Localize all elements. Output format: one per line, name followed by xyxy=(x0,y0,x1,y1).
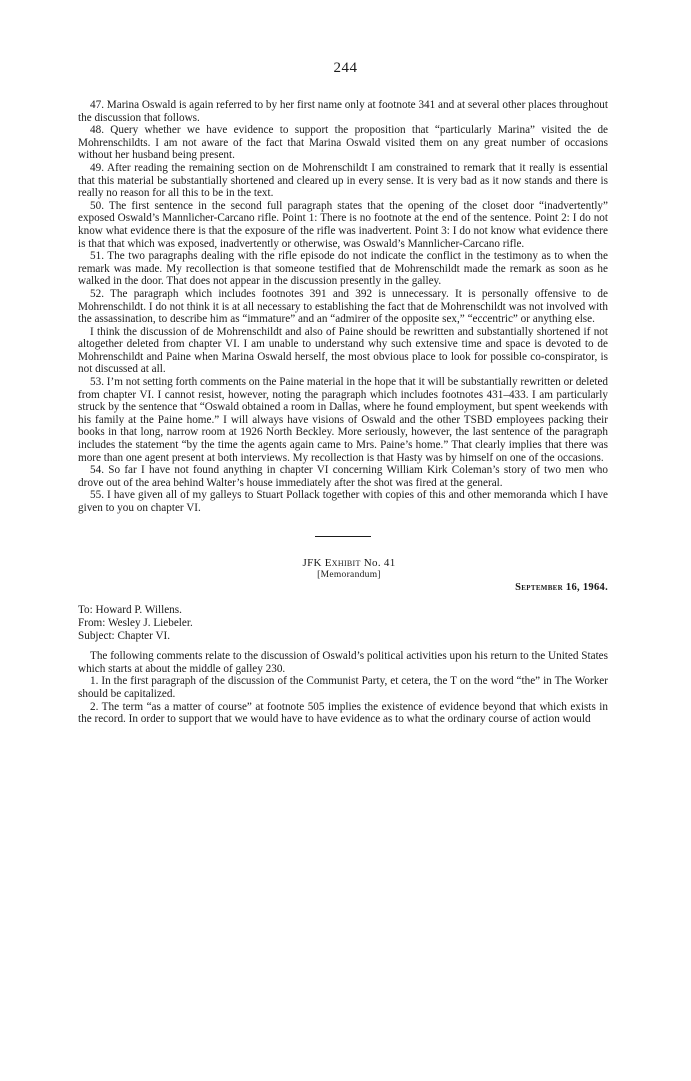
paragraph-51: 51. The two paragraphs dealing with the rifle episode do not indicate the conflict in the testimony as to when the remark was made. My recollection is that someone testified that de Mohrenschildt made the remark as soon as he walked in the door. That does not appear in the discussion presently in the galley. xyxy=(78,250,608,288)
paragraph-48: 48. Query whether we have evidence to support the proposition that “particularly Marina” visited the de Mohrenschildts. I am not aware of the fact that Marina Oswald visited them on any great number of occasions without her husband being present. xyxy=(78,124,608,162)
paragraph-49: 49. After reading the remaining section on de Mohrenschildt I am constrained to remark that it really is essential that this material be substantially shortened and cleared up in every sense. It is very bad as it now stands and there is really no reason for all this to be in the text. xyxy=(78,161,608,200)
memo-to: To: Howard P. Willens. xyxy=(78,604,182,617)
memo-body xyxy=(78,650,608,726)
paragraph-55: 55. I have given all of my galleys to Stuart Pollack together with copies of this and other memoranda which I have given to you on chapter VI. xyxy=(78,489,608,514)
memo-from: From: Wesley J. Liebeler. xyxy=(78,616,193,629)
memo-header xyxy=(78,604,608,642)
paragraph-53: 53. I’m not setting forth comments on the Paine material in the hope that it will be substantially rewritten or deleted from chapter VI. I cannot resist, however, noting the paragraph which includes footnotes 431–433. I am particularly struck by the sentence that “Oswald obtained a room in Dallas, where he found employment, but spent weekends with his family at the Paine home.” I will always have visions of Oswald and the other TSBD employees packing their books in that long, narrow room at 1926 North Beckley. More seriously, however, the last sentence of the paragraph includes the statement “by the time the agents again came to Mrs. Paine’s home.” That clearly implies that there was more than one agent present at both interviews. My recollection is that Hasty was by himself on one of the occasions. xyxy=(78,376,608,464)
paragraph-de-mohrenschildt-paine: I think the discussion of de Mohrenschildt and also of Paine should be rewritten and substantially shortened if not altogether deleted from chapter VI. I am unable to understand why such extensive time and space is devoted to de Mohrenschildt and Paine when Marina Oswald herself, the most obvious place to look for possible co-conspirator, is not discussed at all. xyxy=(78,325,608,376)
paragraph-50: 50. The first sentence in the second full paragraph states that the opening of the closet door “inadvertently” exposed Oswald’s Mannlicher-Carcano rifle. Point 1: There is no footnote at the end of the sentence. Point 2: I do not know what evidence there is that the exposure of the rifle was inadvertent. Point 3: I do not know what evidence there is that that which was exposed, inadvertently or otherwise, was Oswald’s Mannlicher-Carcano rifle. xyxy=(78,199,608,250)
exhibit-prefix: JFK xyxy=(302,556,325,569)
paragraph-47: 47. Marina Oswald is again referred to by her first name only at footnote 341 and at several other places throughout the discussion that follows. xyxy=(78,99,608,124)
exhibit-word: Exhibit xyxy=(324,556,361,569)
exhibit-number: No. 41 xyxy=(360,556,396,569)
exhibit-title xyxy=(78,557,608,570)
page-body xyxy=(78,99,608,726)
paragraph-52: 52. The paragraph which includes footnotes 391 and 392 is unnecessary. It is personally offensive to de Mohrenschildt. I do not think it is at all necessary to establishing the fact that de Mohrenschildt was not involved with the assassination, to describe him as “immature” and an “admirer of the opposite sex,” “eccentric” or anything else. xyxy=(78,287,608,326)
memo-paragraph-1: 1. In the first paragraph of the discussion of the Communist Party, et cetera, the T on the word “the” in The Worker should be capitalized. xyxy=(78,675,608,700)
memo-paragraph-2: 2. The term “as a matter of course” at footnote 505 implies the existence of evidence beyond that which exists in the record. In order to support that we would have to have evidence as to what the ordinary course of action would xyxy=(78,700,608,726)
memo-date: September 16, 1964. xyxy=(515,581,608,593)
memo-subject: Subject: Chapter VI. xyxy=(78,629,171,642)
page-number: 244 xyxy=(333,60,358,76)
memo-label: [Memorandum] xyxy=(317,570,381,581)
memo-intro-paragraph: The following comments relate to the discussion of Oswald’s political activities upon his return to the United States which starts at about the middle of galley 230. xyxy=(78,650,608,675)
paragraph-54: 54. So far I have not found anything in chapter VI concerning William Kirk Coleman’s story of two men who drove out of the area behind Walter’s house immediately after the shot was fired at the general. xyxy=(78,464,608,489)
section-divider xyxy=(315,536,371,537)
